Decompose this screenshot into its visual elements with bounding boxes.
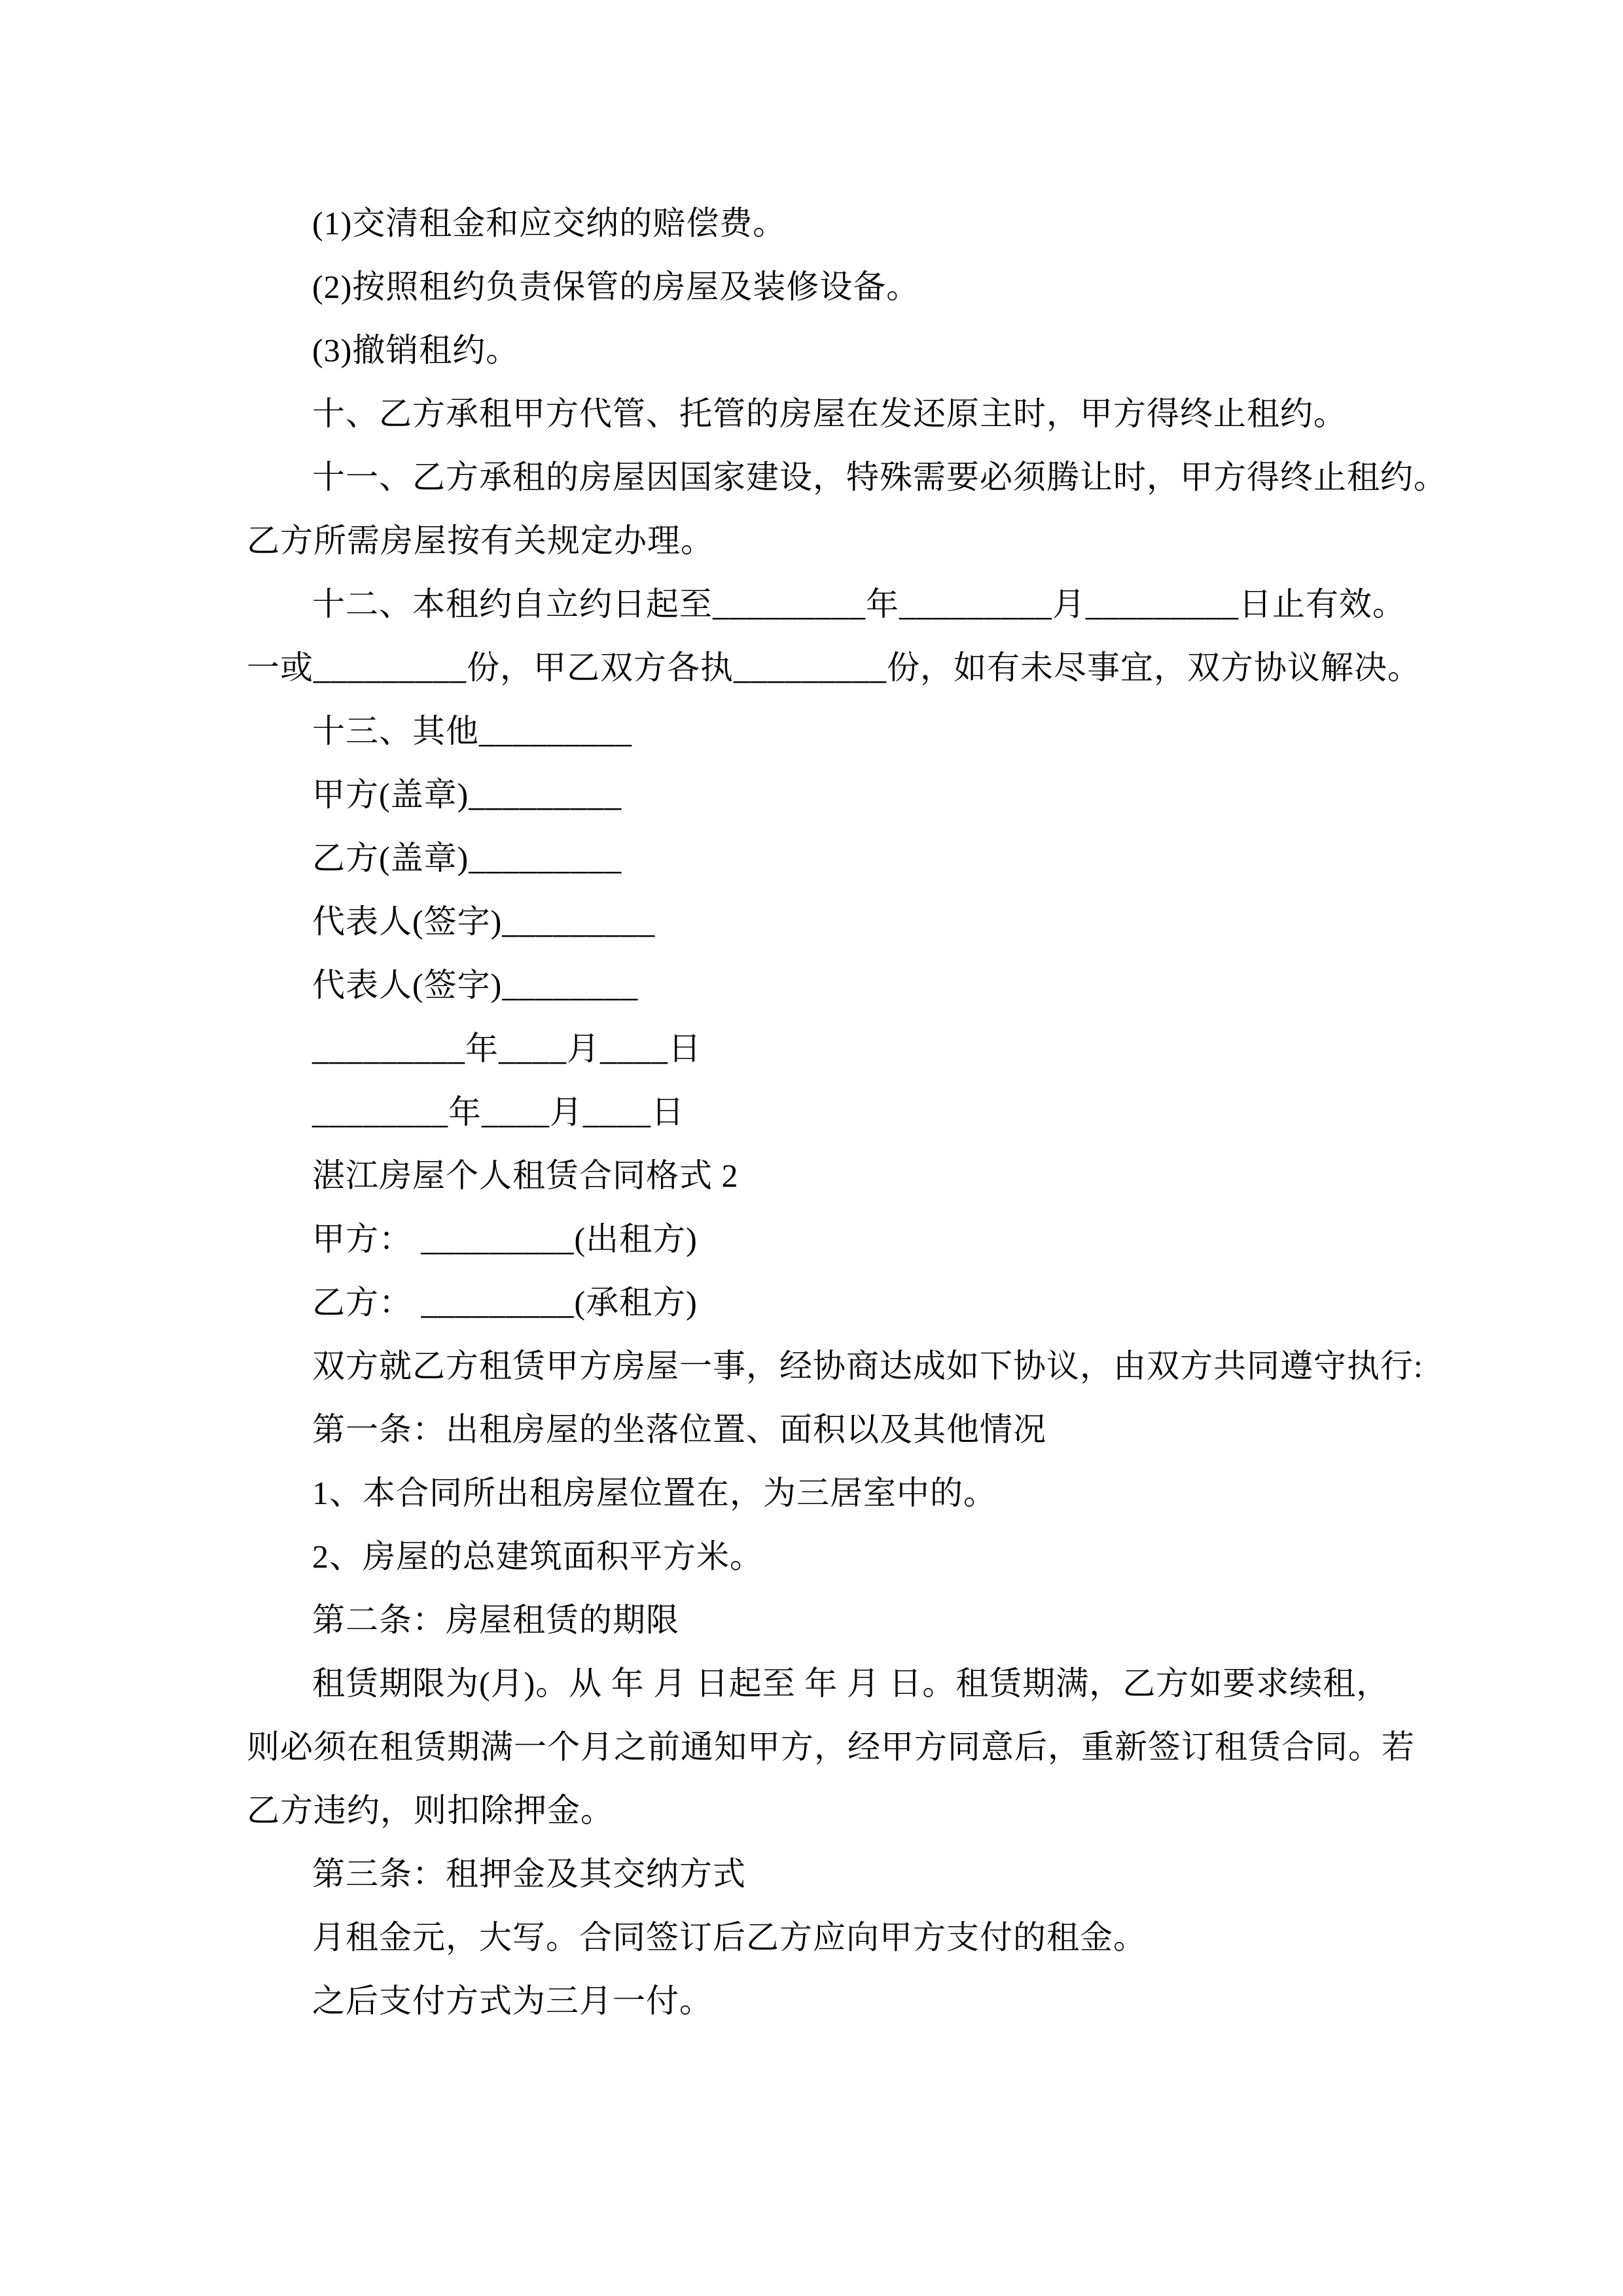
text-line: 乙方所需房屋按有关规定办理。 <box>247 522 714 559</box>
date-line: ________年____月____日 <box>312 1094 685 1130</box>
text-line: 乙方违约，则扣除押金。 <box>247 1792 614 1829</box>
text-line: 十、乙方承租甲方代管、托管的房屋在发还原主时，甲方得终止租约。 <box>312 395 1347 432</box>
signature-line-party-b-seal: 乙方(盖章)_________ <box>312 840 622 876</box>
signature-line-party-a-seal: 甲方(盖章)_________ <box>312 776 622 813</box>
signature-line-representative-a: 代表人(签字)_________ <box>312 903 656 940</box>
text-line: 双方就乙方租赁甲方房屋一事，经协商达成如下协议，由双方共同遵守执行: <box>312 1348 1423 1384</box>
party-a-line: 甲方： _________(出租方) <box>312 1221 698 1257</box>
text-line: 十一、乙方承租的房屋因国家建设，特殊需要必须腾让时，甲方得终止租约。 <box>312 459 1447 495</box>
text-line: 月租金元，大写。合同签订后乙方应向甲方支付的租金。 <box>312 1919 1147 1956</box>
section-title: 湛江房屋个人租赁合同格式 2 <box>312 1157 739 1194</box>
text-line: 则必须在租赁期满一个月之前通知甲方，经甲方同意后，重新签订租赁合同。若 <box>247 1729 1415 1765</box>
text-line: 一或_________份，甲乙双方各执_________份，如有未尽事宜，双方协议解决。 <box>247 649 1421 686</box>
text-line: (2)按照租约负责保管的房屋及装修设备。 <box>312 268 920 305</box>
text-line: 2、房屋的总建筑面积平方米。 <box>312 1538 763 1575</box>
text-line: 十三、其他_________ <box>312 713 632 749</box>
text-line: 之后支付方式为三月一付。 <box>312 1982 713 2019</box>
text-line: 1、本合同所出租房屋位置在，为三居室中的。 <box>312 1475 997 1511</box>
clause-1-heading: 第一条：出租房屋的坐落位置、面积以及其他情况 <box>312 1411 1046 1448</box>
party-b-line: 乙方： _________(承租方) <box>312 1284 698 1321</box>
text-line: 十二、本租约自立约日起至_________年_________月_________日止有效。 <box>312 586 1406 622</box>
text-line: (3)撤销租约。 <box>312 332 520 368</box>
signature-line-representative-b: 代表人(签字)________ <box>312 967 639 1003</box>
clause-3-heading: 第三条：租押金及其交纳方式 <box>312 1856 746 1892</box>
text-line: (1)交清租金和应交纳的赔偿费。 <box>312 205 787 242</box>
text-line: 租赁期限为(月)。从 年 月 日起至 年 月 日。租赁期满，乙方如要求续租， <box>312 1665 1390 1702</box>
date-line: _________年____月____日 <box>312 1030 702 1067</box>
document-body <box>247 192 1516 2033</box>
clause-2-heading: 第二条：房屋租赁的期限 <box>312 1602 679 1638</box>
